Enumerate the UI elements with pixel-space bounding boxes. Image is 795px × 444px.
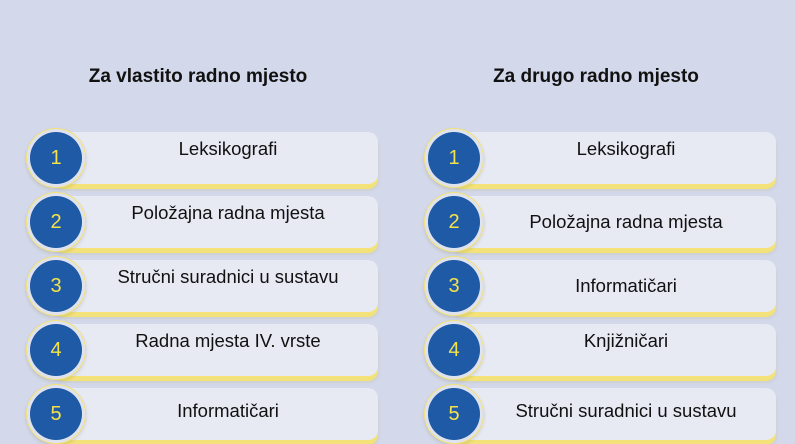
number-badge: 3 (30, 260, 82, 312)
number-badge: 5 (428, 388, 480, 440)
item-label: Položajna radna mjesta (131, 202, 325, 223)
number-badge: 5 (30, 388, 82, 440)
number-badge: 3 (428, 260, 480, 312)
list-item (428, 260, 776, 316)
list-item (30, 132, 378, 188)
list-item (30, 388, 378, 444)
list-item (30, 324, 378, 380)
item-label: Leksikografi (178, 138, 278, 159)
list-item (428, 132, 776, 188)
column-title: Za drugo radno mjesto (493, 66, 699, 87)
item-label: Radna mjesta IV. vrste (135, 330, 321, 351)
number-badge: 1 (428, 132, 480, 184)
number-badge: 4 (428, 324, 480, 376)
item-label: Knjižničari (583, 330, 669, 351)
item-label: Položajna radna mjesta (529, 211, 723, 232)
list-item (428, 324, 776, 380)
list-item (428, 196, 776, 252)
item-label: Stručni suradnici u sustavu (117, 266, 339, 287)
list-item (30, 196, 378, 252)
number-badge: 2 (30, 196, 82, 248)
number-badge: 2 (428, 196, 480, 248)
list-item (30, 260, 378, 316)
column-title: Za vlastito radno mjesto (88, 66, 308, 87)
item-label: Stručni suradnici u sustavu (515, 400, 737, 421)
number-badge: 1 (30, 132, 82, 184)
list-item (428, 388, 776, 444)
item-label: Informatičari (575, 275, 677, 296)
item-label: Leksikografi (576, 138, 676, 159)
number-badge: 4 (30, 324, 82, 376)
item-label: Informatičari (177, 400, 279, 421)
